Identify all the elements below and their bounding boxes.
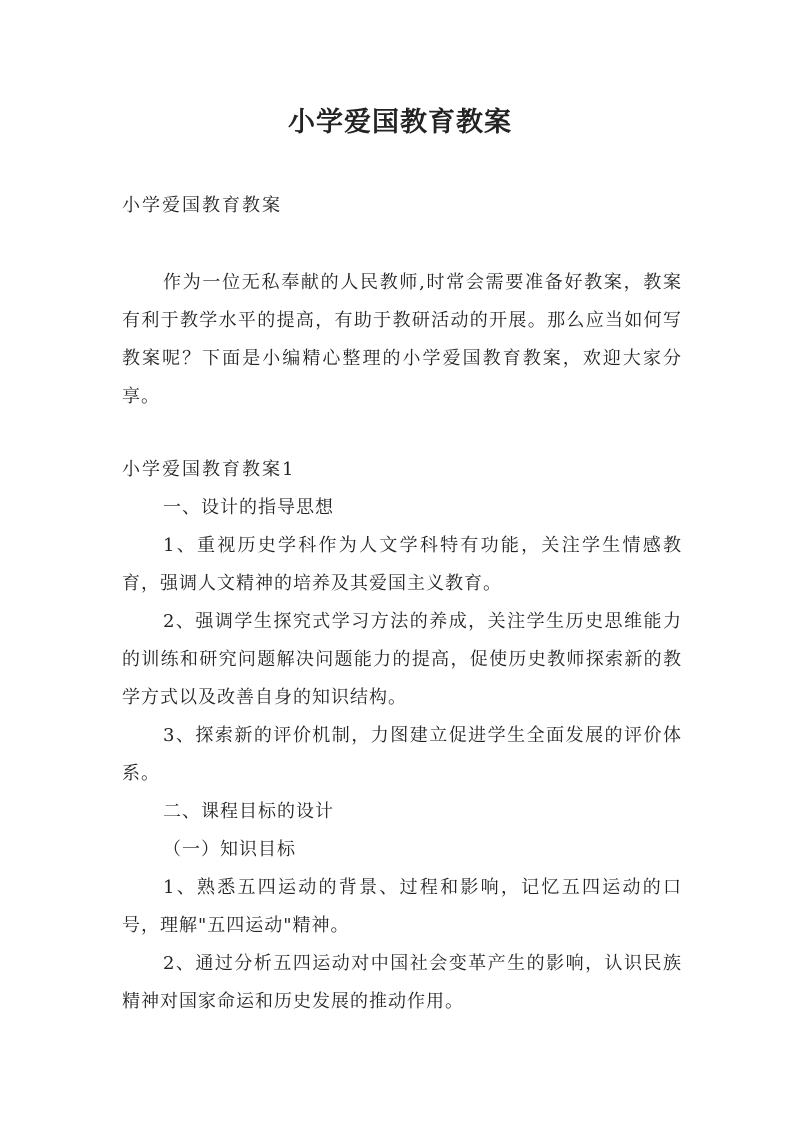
body-paragraph: （一）知识目标 [163,839,296,860]
body-paragraph: 一、设计的指导思想 [163,497,334,518]
section-heading: 小学爱国教育教案1 [122,459,296,480]
document-title: 小学爱国教育教案 [288,107,512,138]
lesson-plan-section-1 [122,451,682,1021]
body-paragraph: 3、探索新的评价机制，力图建立促进学生全面发展的评价体系。 [122,725,682,784]
body-paragraph: 2、强调学生探究式学习方法的养成，关注学生历史思维能力的训练和研究问题解决问题能力的提高，促使历史教师探索新的教学方式以及改善自身的知识结构。 [122,611,682,708]
body-paragraph: 二、课程目标的设计 [163,801,334,822]
body-paragraph: 2、通过分析五四运动对中国社会变革产生的影响，认识民族精神对国家命运和历史发展的推动作用。 [122,953,682,1012]
intro-paragraph: 作为一位无私奉献的人民教师,时常会需要准备好教案，教案有利于教学水平的提高，有助于教研活动的开展。那么应当如何写教案呢？下面是小编精心整理的小学爱国教育教案，欢迎大家分享。 [122,272,682,407]
body-paragraph: 1、重视历史学科作为人文学科特有功能，关注学生情感教育，强调人文精神的培养及其爱国主义教育。 [122,535,682,594]
document-subtitle: 小学爱国教育教案 [122,195,282,216]
body-paragraph: 1、熟悉五四运动的背景、过程和影响，记忆五四运动的口号，理解"五四运动"精神。 [122,877,682,936]
